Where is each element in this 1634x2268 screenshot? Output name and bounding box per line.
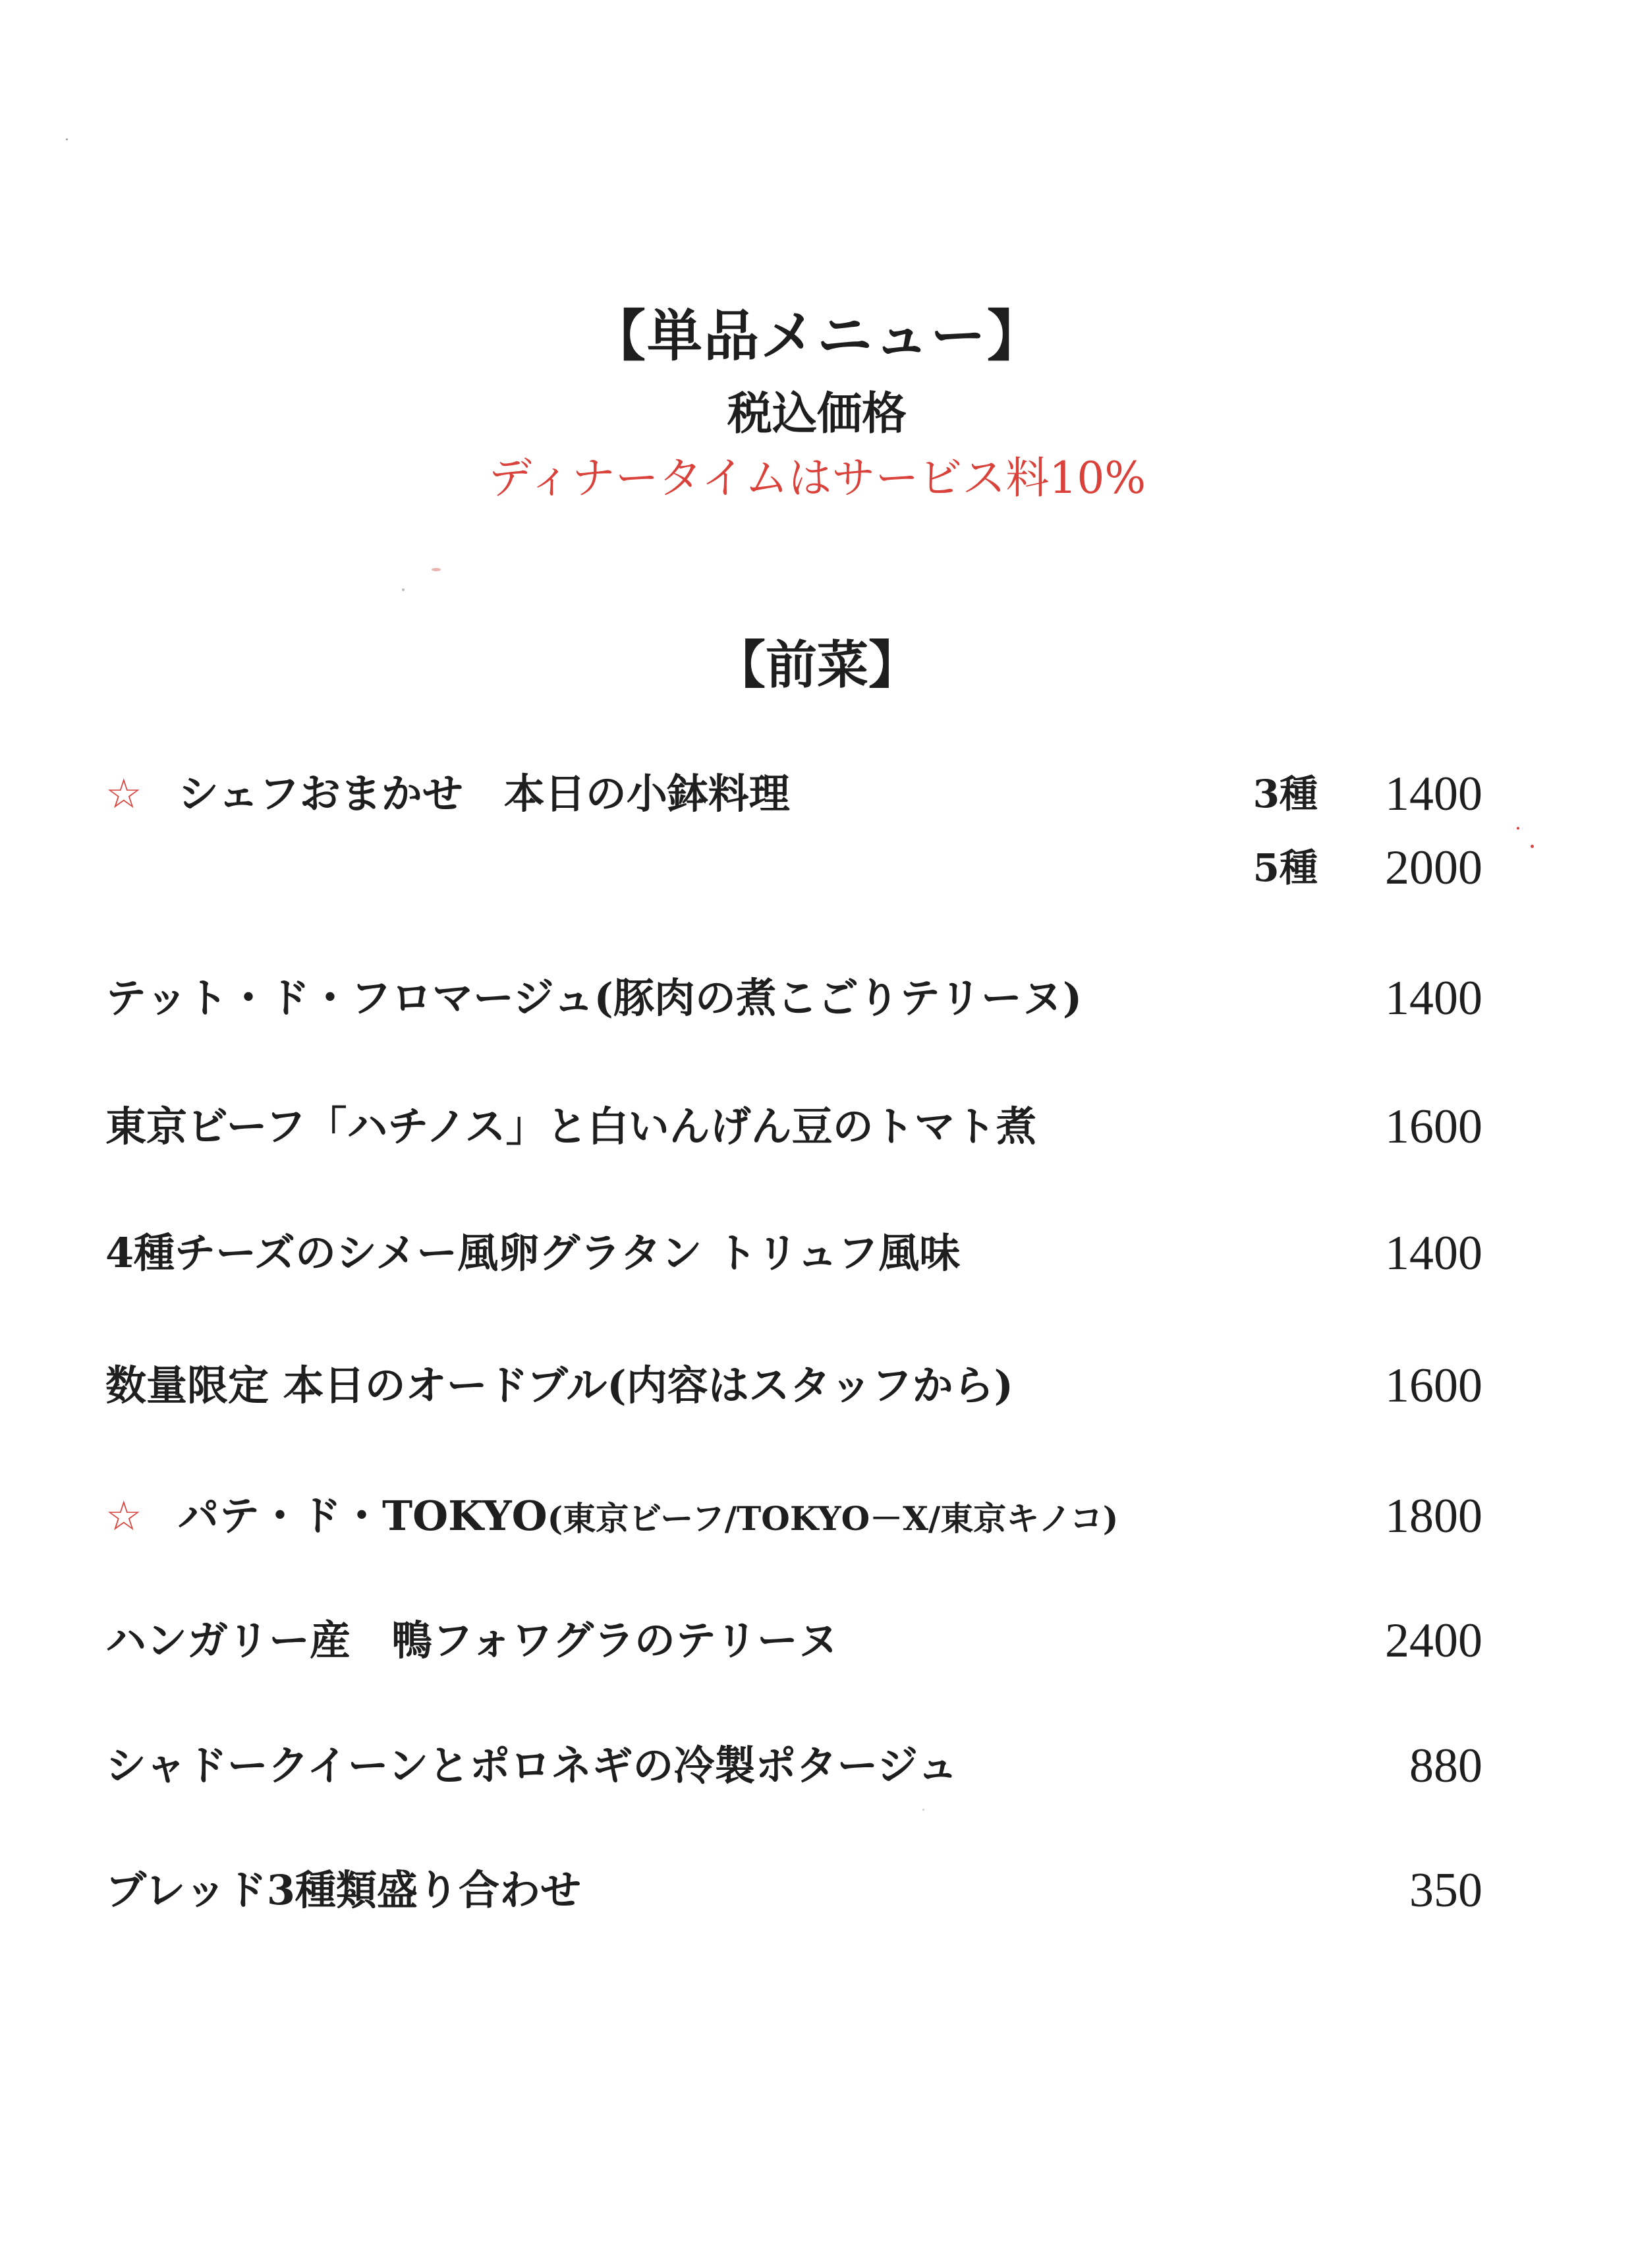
menu-item [105, 962, 1482, 1035]
item-name: ブレッド3種類盛り合わせ [105, 1866, 582, 1914]
scan-speck [66, 138, 68, 140]
item-name-main: パテ・ド・TOKYO [178, 1492, 548, 1540]
item-price: 2000 [1385, 841, 1482, 895]
item-price: 1400 [1385, 767, 1482, 821]
item-price: 1800 [1385, 1489, 1482, 1543]
scan-speck [432, 568, 441, 571]
scan-speck [402, 588, 405, 591]
item-price: 350 [1409, 1863, 1482, 1917]
item-name-note: (東京ビーフ/TOKYO－X/東京キノコ) [547, 1499, 1119, 1538]
menu-item [105, 1854, 1482, 1927]
menu-item-variant-row [105, 832, 1482, 904]
item-name: 数量限定 本日のオードブル(内容はスタッフから) [105, 1361, 1013, 1409]
item-price: 880 [1409, 1739, 1482, 1793]
menu-item [105, 1217, 1482, 1290]
tax-included-label: 税込価格 [727, 387, 907, 440]
item-price: 1400 [1385, 971, 1482, 1025]
item-name: 4種チーズのシメー風卵グラタン トリュフ風味 [105, 1229, 961, 1277]
item-name: ハンガリー産 鴨フォワグラのテリーヌ [105, 1616, 839, 1664]
section-title-appetizers: 【前菜】 [714, 635, 920, 695]
menu-item [105, 1091, 1482, 1163]
item-name: シャドークイーンとポロネギの冷製ポタージュ [105, 1742, 958, 1790]
star-icon: ☆ [105, 770, 142, 818]
menu-title: 【単品メニュー】 [590, 303, 1044, 368]
item-name: 東京ビーフ「ハチノス」と白いんげん豆のトマト煮 [105, 1102, 1037, 1150]
item-name [178, 1480, 1118, 1555]
item-name: テット・ド・フロマージュ(豚肉の煮こごりテリーヌ) [105, 974, 1083, 1022]
item-variant-label: 5種 [1253, 845, 1318, 890]
item-price: 1400 [1385, 1226, 1482, 1280]
menu-item [105, 1480, 1482, 1552]
scan-speck [1531, 845, 1534, 848]
item-price: 2400 [1385, 1614, 1482, 1668]
item-name: シェフおまかせ 本日の小鉢料理 [178, 770, 790, 818]
menu-item [105, 758, 1482, 830]
service-charge-notice: ディナータイムはサービス料10% [488, 453, 1146, 503]
item-price: 1600 [1385, 1359, 1482, 1413]
menu-item [105, 1730, 1482, 1802]
item-price: 1600 [1385, 1100, 1482, 1154]
scan-speck [922, 1809, 924, 1811]
star-icon: ☆ [105, 1492, 142, 1540]
menu-item [105, 1349, 1482, 1422]
item-variant-label: 3種 [1253, 772, 1318, 816]
scan-speck [1517, 827, 1519, 830]
menu-item [105, 1604, 1482, 1677]
